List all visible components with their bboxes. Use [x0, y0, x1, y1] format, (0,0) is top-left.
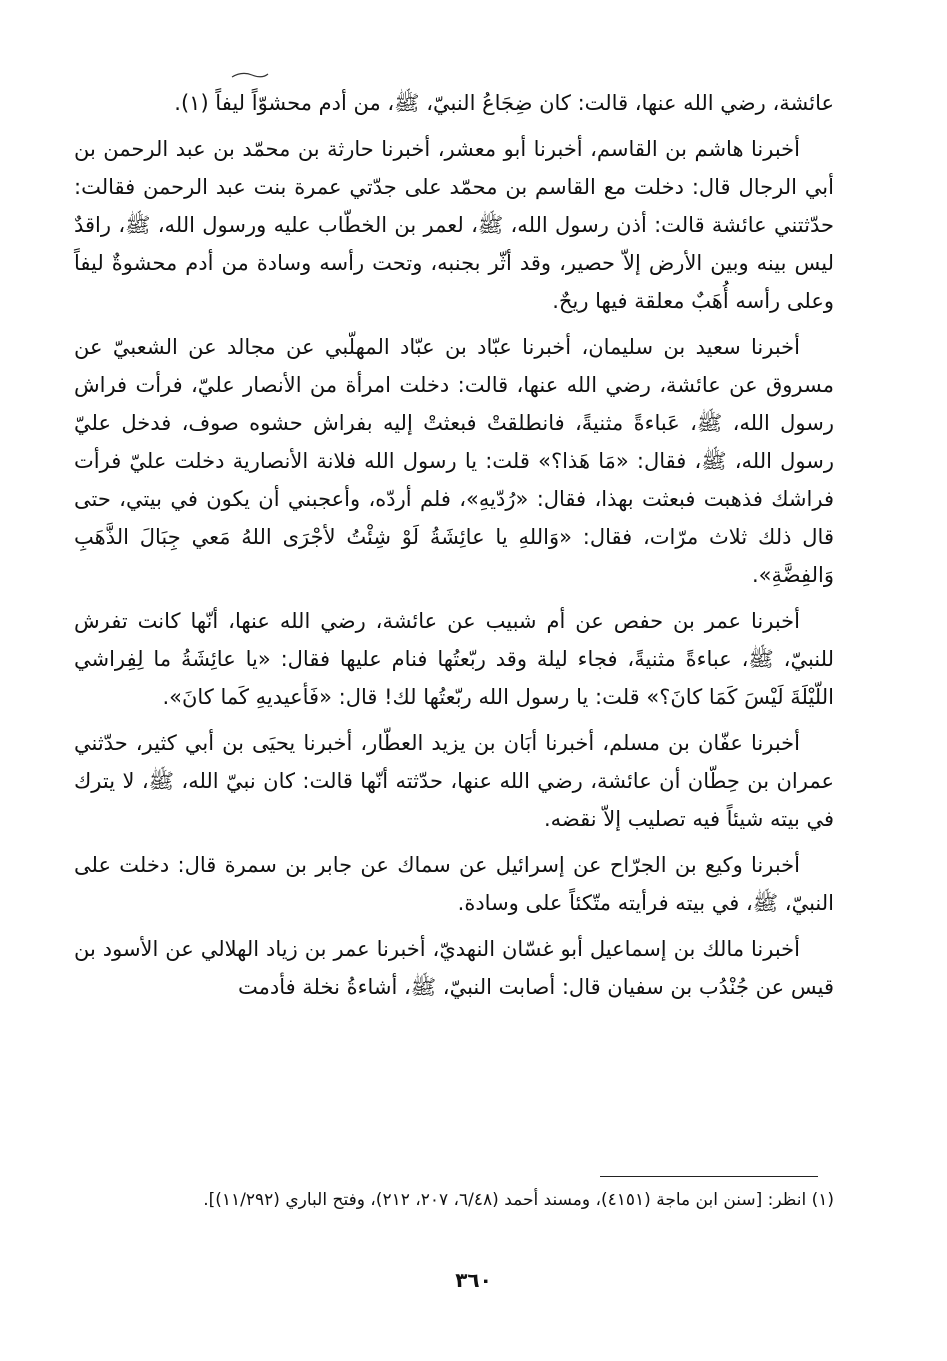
paragraph-5: أخبرنا عفّان بن مسلم، أخبرنا أبَان بن يزيد العطّار، أخبرنا يحيَى بن أبي كثير، حدّثني عمران بن حِطّان أن عائشة، رضي الله عنها، حدّثته أنّها قالت: كان نبيّ الله، ﷺ، لا يترك في بيته شيئاً فيه تصليب إلاّ نقضه.	[74, 731, 834, 831]
paragraph-2: أخبرنا هاشم بن القاسم، أخبرنا أبو معشر، أخبرنا حارثة بن محمّد بن عبد الرحمن بن أبي الرجال قال: دخلت مع القاسم بن محمّد على جدّتي عمرة بنت عبد الرحمن فقالت: حدّثتني عائشة قالت: أذن رسول الله، ﷺ، لعمر بن الخطّاب عليه ورسول الله، ﷺ، راقدٌ ليس بينه وبين الأرض إلاّ حصير، وقد أثّر بجنبه، وتحت رأسه وسادة من أدم محشوةٌ ليفاً وعلى رأسه أُهَبٌ معلقة فيها ريحٌ.	[74, 137, 834, 313]
paragraph-4: أخبرنا عمر بن حفص عن أم شبيب عن عائشة، رضي الله عنها، أنّها كانت تفرش للنبيّ، ﷺ، عباءةً مثنيةً، فجاء ليلة وقد ربّعتُها فنام عليها فقال: «يا عائِشَةُ ما لِفِراشي اللّيْلَةَ لَيْسَ كَمَا كانَ؟» قلت: يا رسول الله ربّعتُها لك! قال: «فَأعيديهِ كَما كانَ».	[74, 609, 834, 709]
ink-mark	[230, 70, 270, 80]
main-text	[74, 84, 834, 1014]
page-number: ٣٦٠	[455, 1268, 492, 1292]
footnote-divider	[600, 1176, 818, 1177]
paragraph-6: أخبرنا وكيع بن الجرّاح عن إسرائيل عن سماك عن جابر بن سمرة قال: دخلت على النبيّ، ﷺ، في بيته فرأيته متّكئاً على وسادة.	[74, 853, 834, 915]
paragraph-7: أخبرنا مالك بن إسماعيل أبو غسّان النهديّ، أخبرنا عمر بن زياد الهلالي عن الأسود بن قيس عن جُنْدُب بن سفيان قال: أصابت النبيّ، ﷺ، أشاءةُ نخلة فأدمت	[74, 937, 834, 999]
paragraph-3: أخبرنا سعيد بن سليمان، أخبرنا عبّاد بن عبّاد المهلّبي عن مجالد عن الشعبيّ عن مسروق عن عائشة، رضي الله عنها، قالت: دخلت امرأة من الأنصار عليّ، فرأت فراش رسول الله، ﷺ، عَباءةً مثنيةً، فانطلقتْ فبعثتْ إليه بفراش حشوه صوف، فدخل عليّ رسول الله، ﷺ، فقال: «مَا هَذا؟» قلت: يا رسول الله فلانة الأنصارية دخلت عليّ فرأت فراشك فذهبت فبعثت بهذا، فقال: «رُدّيهِ»، فلم أردّه، وأعجبني أن يكون في بيتي، حتى قال ذلك ثلاث مرّات، فقال: «وَاللهِ يا عائِشَةُ لَوْ شِئْتُ لأجْرَى اللهُ مَعي جِبَالَ الذَّهَبِ وَالفِضَّةِ».	[74, 335, 834, 587]
paragraph-1: عائشة، رضي الله عنها، قالت: كان ضِجَاعُ النبيّ، ﷺ، من أدم محشوّاً ليفاً (١).	[174, 91, 834, 115]
footnote: (١) انظر: [سنن ابن ماجة (٤١٥١)، ومسند أحمد (٦/٤٨، ٢٠٧، ٢١٢)، وفتح الباري (١١/٢٩٢)].	[203, 1190, 834, 1210]
